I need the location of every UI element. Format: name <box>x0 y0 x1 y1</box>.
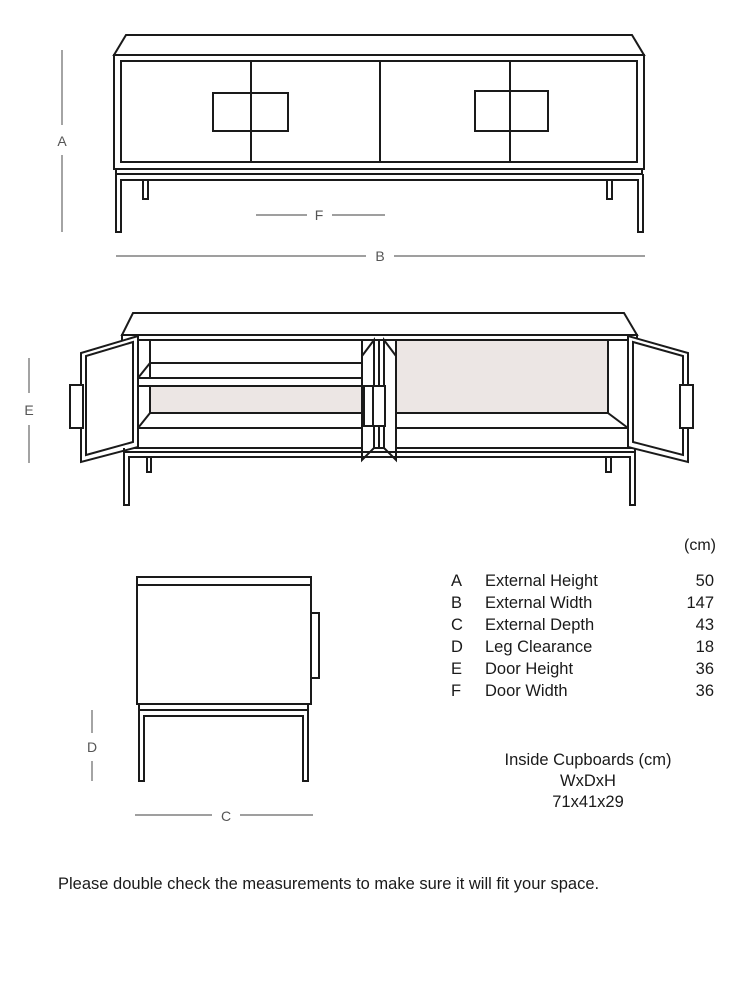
center-door-handle <box>364 386 373 426</box>
spec-letter: C <box>451 616 463 634</box>
dimension-b-label: B <box>375 248 385 264</box>
dimension-d-label: D <box>86 739 98 755</box>
spec-letter: A <box>451 572 463 590</box>
spec-row-c <box>447 614 717 636</box>
side-top <box>137 577 311 585</box>
spec-label: External Width <box>485 594 593 612</box>
side-handle <box>311 613 319 678</box>
spec-row-e <box>447 658 717 680</box>
measurement-note: Please double check the measurements to make sure it will fit your space. <box>58 875 600 893</box>
spec-letter: F <box>451 682 462 700</box>
inside-cupboards-title: Inside Cupboards (cm) <box>504 751 672 769</box>
dimension-a-label: A <box>57 133 67 149</box>
spec-value: 43 <box>695 616 714 634</box>
left-door-handle <box>70 385 83 428</box>
front-leg-left <box>116 174 643 232</box>
spec-table <box>447 570 717 702</box>
dimension-f-label: F <box>314 207 324 223</box>
interior-back-panel <box>150 385 362 413</box>
inside-cupboards <box>480 750 696 813</box>
side-legs <box>139 704 308 781</box>
back-leg-left <box>147 457 151 472</box>
front-view-closed <box>114 35 644 232</box>
shelf <box>138 378 362 386</box>
interior-back-panel <box>396 340 608 412</box>
spec-label: Leg Clearance <box>485 638 593 656</box>
back-leg-right <box>606 457 611 472</box>
spec-label: Door Width <box>485 682 568 700</box>
door-handle <box>475 91 548 131</box>
inside-cupboards-value: 71x41x29 <box>552 793 624 811</box>
interior-right-wall <box>608 340 628 428</box>
front-view-open <box>70 313 693 505</box>
shelf-side <box>138 363 150 378</box>
front-legs <box>124 448 635 505</box>
spec-value: 50 <box>695 572 714 590</box>
inside-cupboards-format: WxDxH <box>560 772 616 790</box>
spec-label: External Depth <box>485 616 595 634</box>
back-leg-right <box>607 180 612 199</box>
spec-row-b <box>447 592 717 614</box>
spec-letter: E <box>451 660 463 678</box>
spec-row-a <box>447 570 717 592</box>
spec-label: Door Height <box>485 660 574 678</box>
back-leg-left <box>143 180 148 199</box>
cabinet-top <box>122 313 637 335</box>
spec-unit: (cm) <box>684 537 716 554</box>
spec-value: 18 <box>695 638 714 656</box>
spec-row-d <box>447 636 717 658</box>
spec-value: 36 <box>695 660 714 678</box>
spec-label: External Height <box>485 572 598 590</box>
spec-value: 36 <box>695 682 714 700</box>
spec-row-f <box>447 680 717 702</box>
dimension-c-label: C <box>220 808 232 824</box>
cabinet-top <box>114 35 644 55</box>
right-door-handle <box>680 385 693 428</box>
center-door-handle <box>373 386 385 426</box>
dimension-e-label: E <box>24 402 34 418</box>
spec-letter: D <box>451 638 463 656</box>
side-body <box>137 585 311 704</box>
spec-value: 147 <box>686 594 714 612</box>
spec-letter: B <box>451 594 463 612</box>
side-view <box>137 577 319 781</box>
